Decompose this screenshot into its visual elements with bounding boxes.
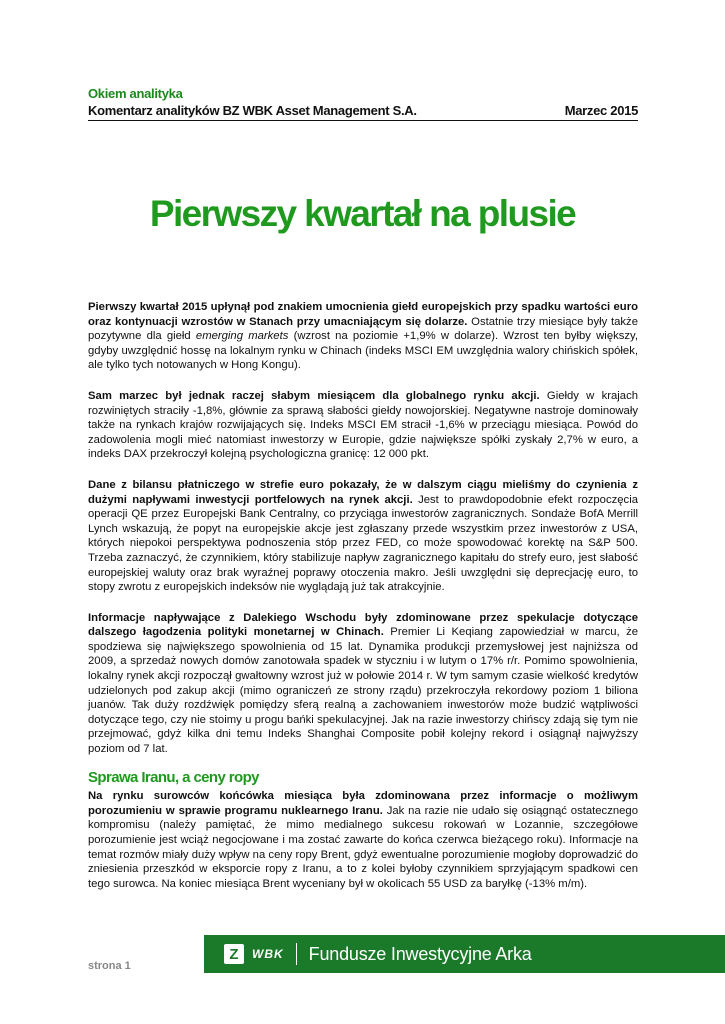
paragraph-lead: Dane z bilansu płatniczego w strefie euro pokazały, że w dalszym ciągu mieliśmy do czynienia z dużymi napływami inwestycji portfelowych na rynek akcji.: [88, 478, 638, 506]
paragraph-text: Ostatnie trzy miesiące były także pozytywne dla giełd: [88, 315, 638, 343]
header-rule: [88, 120, 638, 121]
article-body: [88, 300, 638, 907]
paragraph: [88, 389, 638, 462]
paragraph-lead: Na rynku surowców końcówka miesiąca była zdominowana przez informacje o możliwym porozumieniu w sprawie programu nuklearnego Iranu.: [88, 790, 638, 817]
paragraph-text: Jest to prawdopodobnie efekt rozpoczęcia operacji QE przez Europejski Bank Centralny, co przyciąga inwestorów zagranicznych. Sondaże BofA Merrill Lynch wskazują, że popyt na europejskie akcje jest zgłaszany przede wszystkim przez inwestorów z USA, których niepokoi perspektywa podnoszenia stóp przez FED, co może spowodować korektę na S&P 500. Trzeba zaznaczyć, że czynnikiem, który stabilizuje napływ zagranicznego kapitału do strefy euro, jest słabość europejskiej waluty oraz brak wyraźnej poprawy otoczenia makro. Jeśli uwzględni się deprecjację euro, to stopy zwrotu z europejskich indeksów nie wyglądają już tak atrakcyjnie.: [88, 493, 638, 594]
bank-logo-text: WBK: [252, 947, 284, 961]
paragraph-text: Jak na razie nie udało się osiągnąć ostatecznego kompromisu (należy pamiętać, że mimo medialnego sukcesu rokowań w Lozannie, szczegółowe porozumienie jest wciąż negocjowane i ma zostać zawarte do końca czerwca bieżącego roku). Informacje na temat rozmów miały duży wpływ na ceny ropy Brent, gdyż ewentualne porozumienie mogłoby doprowadzić do zniesienia przeszkód w eksporcie ropy z Iranu, a to z kolei byłoby czynnikiem sprzyjającym spadkowi cen tego surowca. Na koniec miesiąca Brent wyceniany był w okolicach 55 USD za baryłkę (-13% m/m).: [88, 804, 638, 890]
paragraph: [88, 611, 638, 757]
bank-logo-icon: Z: [224, 944, 244, 964]
page-title: Pierwszy kwartał na plusie: [149, 193, 576, 234]
paragraph: [88, 478, 638, 595]
footer-banner: [204, 935, 725, 973]
paragraph-text: Premier Li Keqiang zapowiedział w marcu, że spodziewa się największego spowolnienia od 15 lat. Dynamika produkcji przemysłowej jest najniższa od 2009, a sprzedaż nowych domów zanotowała spadek w styczniu i w lutym o 17% r/r. Pomimo spowolnienia, lokalny rynek akcji rozpoczął gwałtowny wzrost już w połowie 2014 r. W tym samym czasie wielkość kredytów udzielonych pod zakup akcji (mimo ograniczeń ze strony rządu) przekroczyła rekordowy poziom 1 biliona juanów. Tak duży rozdźwięk pomiędzy sferą realną a zachowaniem inwestorów może budzić wątpliwości dotyczące tego, czy nie stoimy u progu bańki spekulacyjnej. Jak na razie inwestorzy chińscy zdają się tym nie przejmować, gdyż kilka dni temu Indeks Shanghai Composite pobił kolejny rekord i osiągnął najwyższy poziom od 7 lat.: [88, 626, 639, 756]
header-subtitle-row: [88, 103, 638, 118]
brand-name: Fundusze Inwestycyjne Arka: [308, 943, 532, 964]
paragraph: [88, 789, 638, 891]
page-number: strona 1: [88, 960, 131, 972]
logo-divider: [296, 943, 297, 965]
header-date: Marzec 2015: [564, 103, 638, 118]
paragraph-italic: emerging markets: [195, 330, 289, 343]
section-heading: Sprawa Iranu, a ceny ropy: [88, 768, 259, 786]
series-title: Okiem analityka: [88, 86, 183, 101]
document-header: [88, 86, 638, 121]
paragraph: [88, 300, 638, 373]
paragraph-text: Giełdy w krajach rozwiniętych straciły -1,8%, głównie za sprawą słabości giełdy nowojorskiej. Negatywne nastroje dominowały także na rynkach krajów rozwijających się. Indeks MSCI EM stracił -1,6% w przeciągu miesiąca. Powód do zadowolenia mogli mieć natomiast inwestorzy w Europie, gdzie największe spółki zyskały 2,7% w euro, a indeks DAX przekroczył kolejną psychologiczna granicę: 12 000 pkt.: [88, 389, 638, 461]
paragraph-lead: Sam marzec był jednak raczej słabym miesiącem dla globalnego rynku akcji.: [88, 389, 540, 402]
paragraph-lead: Informacje napływające z Dalekiego Wschodu były zdominowane przez spekulacje dotyczące dalszego łagodzenia polityki monetarnej w Chinach.: [88, 611, 638, 639]
header-subtitle: Komentarz analityków BZ WBK Asset Management S.A.: [88, 103, 417, 118]
paragraph-text: (wzrost na poziomie +1,9% w dolarze). Wzrost ten byłby większy, gdyby uwzględnić hossę na lokalnym rynku w Chinach (indeks MSCI EM uwzględnia walory chińskich spółek, ale tylko tych notowanych w Hong Kongu).: [88, 330, 638, 372]
paragraph-lead: Pierwszy kwartał 2015 upłynął pod znakiem umocnienia giełd europejskich przy spadku wartości euro oraz kontynuacji wzrostów w Stanach przy umacniającym się dolarze.: [88, 301, 638, 328]
